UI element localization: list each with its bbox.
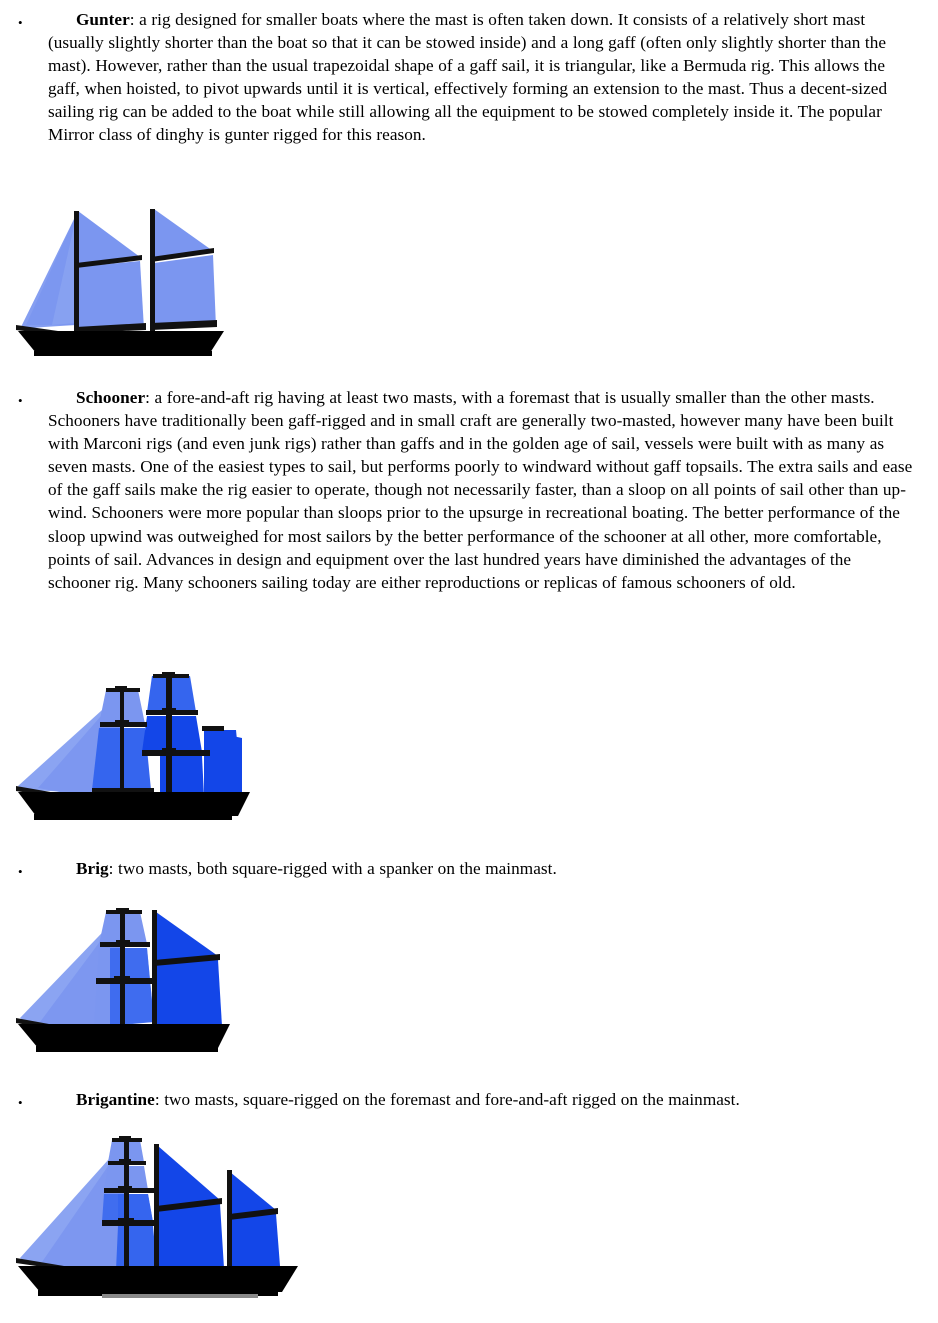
term-brig: Brig — [76, 859, 109, 878]
term-brigantine: Brigantine — [76, 1090, 155, 1109]
list-item-brigantine — [0, 1088, 938, 1111]
separator-brig: : — [108, 859, 119, 878]
bullet-marker-schooner — [18, 391, 28, 401]
paragraph-brigantine — [0, 1088, 938, 1111]
paragraph-schooner — [0, 386, 938, 594]
body-schooner: a fore-and-aft rig having at least two masts, with a foremast that is usually smaller than the other masts. Schooners have traditionally been gaff-rigged and in small craft are generally two-masted, however many have been built with Marconi rigs (and even junk rigs) rather than gaffs and in the golden age of sail, vessels were built with as many as seven masts. One of the easiest types to sail, but performs poorly to windward without gaff topsails. The extra sails and ease of the gaff sails make the rig easier to operate, though not necessarily faster, than a sloop on all points of sail other than up-wind. Schooners were more popular than sloops prior to the upsurge in recreational boating. The better performance of the sloop upwind was outweighed for most sailors by the better performance of the schooner at all other, more comfortable, points of sail. Advances in design and equipment over the last hundred years have diminished the advantages of the schooner rig. Many schooners sailing today are either reproductions or replicas of famous schooners of old. — [48, 388, 913, 592]
list-item-gunter — [0, 8, 938, 147]
body-gunter: a rig designed for smaller boats where the mast is often taken down. It consists of a relatively short mast (usually slightly shorter than the boat so that it can be stowed inside) and a long gaff (often only slightly shorter than the mast). However, rather than the usual trapezoidal shape of a gaff sail, it is triangular, like a Bermuda rig. This allows the gaff, when hoisted, to pivot upwards until it is vertical, effectively forming an extension to the mast. Thus a decent-sized sailing rig can be added to the boat while still allowing all the equipment to be stowed completely inside it. The popular Mirror class of dinghy is gunter rigged for this reason. — [48, 10, 888, 145]
bullet-marker-brig — [18, 862, 28, 872]
bullet-marker-brigantine — [18, 1093, 28, 1103]
brig-illustration — [14, 898, 239, 1058]
brigantine-illustration — [14, 1128, 309, 1303]
separator-gunter: : — [129, 10, 140, 29]
list-item-schooner — [0, 386, 938, 594]
term-gunter: Gunter — [76, 10, 130, 29]
gunter-rig-illustration — [14, 203, 229, 358]
separator-schooner: : — [145, 388, 155, 407]
list-item-brig — [0, 857, 938, 880]
body-brig: two masts, both square-rigged with a spanker on the mainmast. — [118, 859, 557, 878]
body-brigantine: two masts, square-rigged on the foremast and fore-and-aft rigged on the mainmast. — [164, 1090, 740, 1109]
bullet-marker-gunter — [18, 13, 28, 23]
paragraph-gunter — [0, 8, 938, 147]
separator-brigantine: : — [154, 1090, 165, 1109]
term-schooner: Schooner — [76, 388, 146, 407]
paragraph-brig — [0, 857, 938, 880]
schooner-illustration — [14, 668, 259, 823]
